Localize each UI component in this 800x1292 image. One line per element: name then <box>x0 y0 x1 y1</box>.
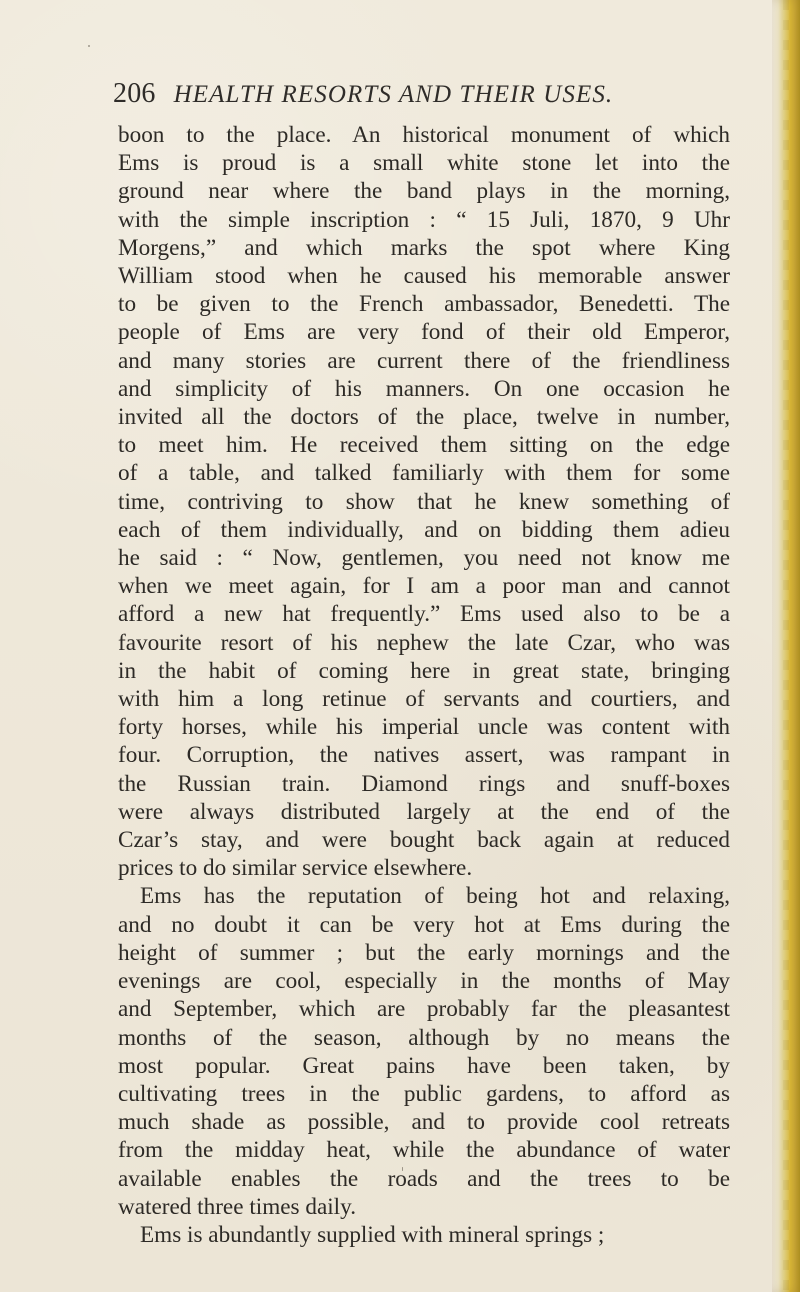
text-line: with him a long retinue of servants and courtiers, and <box>118 686 730 713</box>
text-line: prices to do similar service elsewhere. <box>118 855 473 882</box>
text-line: were always distributed largely at the end of the <box>118 798 730 825</box>
text-line: available enables the roads and the trees to be <box>118 1165 730 1192</box>
ink-mark <box>88 45 90 47</box>
text-line: and September, which are probably far the pleasantest <box>118 996 730 1023</box>
text-line: most popular. Great pains have been taken, by <box>118 1052 730 1079</box>
text-line: he said : “ Now, gentlemen, you need not know me <box>118 545 730 572</box>
text-line: boon to the place. An historical monument of which <box>118 122 730 148</box>
text-line: Ems has the reputation of being hot and relaxing, <box>140 883 730 910</box>
text-line: four. Corruption, the natives assert, was rampant in <box>118 742 730 769</box>
text-line: from the midday heat, while the abundance of water <box>118 1137 730 1164</box>
text-line: and simplicity of his manners. On one occasion he <box>118 375 730 402</box>
text-line: and many stories are current there of the friendliness <box>118 347 730 374</box>
text-line: height of summer ; but the early mornings and the <box>118 939 730 966</box>
page-number: 206 <box>113 78 156 109</box>
text-line: Ems is abundantly supplied with mineral springs ; <box>140 1221 605 1248</box>
text-line: in the habit of coming here in great state, bringing <box>118 657 730 684</box>
text-line: Morgens,” and which marks the spot where King <box>118 234 730 261</box>
text-line: cultivating trees in the public gardens, to afford as <box>118 1080 730 1107</box>
text-line: Ems is proud is a small white stone let into the <box>118 150 730 177</box>
gilt-page-edge <box>772 0 800 1292</box>
text-line: of a table, and talked familiarly with them for some <box>118 460 730 487</box>
text-line: and no doubt it can be very hot at Ems during the <box>118 911 730 938</box>
text-line: people of Ems are very fond of their old Emperor, <box>118 319 730 346</box>
running-header <box>113 78 733 114</box>
text-line: the Russian train. Diamond rings and snuff-boxes <box>118 770 730 797</box>
text-line: months of the season, although by no means the <box>118 1024 730 1051</box>
text-line: to meet him. He received them sitting on the edge <box>118 432 730 459</box>
text-line: to be given to the French ambassador, Benedetti. The <box>118 291 730 318</box>
text-line: invited all the doctors of the place, twelve in number, <box>118 404 730 431</box>
main-text <box>118 121 730 1248</box>
text-line: evenings are cool, especially in the months of May <box>118 968 730 995</box>
running-title: HEALTH RESORTS AND THEIR USES. <box>173 81 614 108</box>
text-line: much shade as possible, and to provide cool retreats <box>118 1109 730 1136</box>
text-line: afford a new hat frequently.” Ems used also to be a <box>118 601 730 628</box>
text-line: favourite resort of his nephew the late Czar, who was <box>118 629 730 656</box>
text-line: when we meet again, for I am a poor man and cannot <box>118 573 730 600</box>
text-line: forty horses, while his imperial uncle was content with <box>118 714 730 741</box>
text-line: watered three times daily. <box>118 1193 356 1220</box>
text-line: each of them individually, and on bidding them adieu <box>118 516 730 543</box>
text-line: William stood when he caused his memorable answer <box>118 263 730 290</box>
text-line: time, contriving to show that he knew something of <box>118 488 730 515</box>
text-line: ground near where the band plays in the morning, <box>118 178 730 205</box>
text-line: with the simple inscription : “ 15 Juli, 1870, 9 Uhr <box>118 206 730 233</box>
text-line: Czar’s stay, and were bought back again at reduced <box>118 827 730 854</box>
